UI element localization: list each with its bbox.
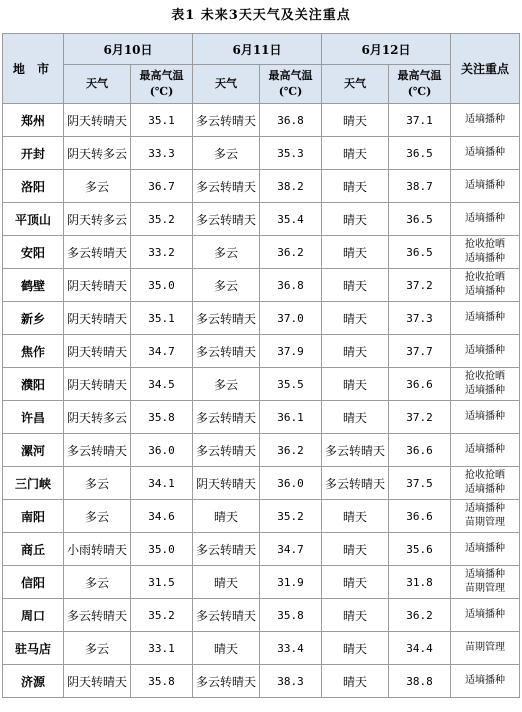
table-row [3, 368, 520, 401]
tmax-cell-day2: 35.2 [260, 500, 322, 533]
tmax-cell-day1: 34.7 [131, 335, 193, 368]
weather-cell-day1: 阴天转多云 [64, 203, 131, 236]
tmax-cell-day1: 35.2 [131, 599, 193, 632]
city-cell: 商丘 [3, 533, 64, 566]
focus-cell [451, 434, 520, 467]
focus-cell [451, 533, 520, 566]
city-cell: 安阳 [3, 236, 64, 269]
weather-cell-day2: 多云转晴天 [193, 533, 260, 566]
tmax-cell-day1: 34.6 [131, 500, 193, 533]
header-tmax-unit: (℃) [149, 85, 174, 98]
weather-cell-day2: 晴天 [193, 500, 260, 533]
tmax-cell-day2: 35.4 [260, 203, 322, 236]
weather-cell-day3: 多云转晴天 [322, 434, 389, 467]
weather-cell-day3: 晴天 [322, 236, 389, 269]
weather-cell-day2: 多云转晴天 [193, 434, 260, 467]
tmax-cell-day3: 37.3 [389, 302, 451, 335]
focus-cell [451, 368, 520, 401]
weather-cell-day3: 晴天 [322, 566, 389, 599]
tmax-cell-day1: 36.0 [131, 434, 193, 467]
tmax-cell-day2: 38.3 [260, 665, 322, 698]
header-tmax [131, 65, 193, 104]
focus-cell [451, 203, 520, 236]
focus-item: 适墒播种 [465, 180, 505, 191]
weather-cell-day2: 多云转晴天 [193, 665, 260, 698]
weather-cell-day1: 多云转晴天 [64, 434, 131, 467]
weather-cell-day1: 阴天转晴天 [64, 269, 131, 302]
weather-cell-day2: 阴天转晴天 [193, 467, 260, 500]
tmax-cell-day3: 37.7 [389, 335, 451, 368]
table-row [3, 203, 520, 236]
weather-cell-day3: 晴天 [322, 137, 389, 170]
table-row [3, 236, 520, 269]
header-city: 地 市 [3, 34, 64, 104]
weather-cell-day3: 晴天 [322, 335, 389, 368]
weather-cell-day3: 晴天 [322, 632, 389, 665]
focus-cell [451, 500, 520, 533]
weather-cell-day1: 多云 [64, 632, 131, 665]
weather-cell-day2: 晴天 [193, 632, 260, 665]
weather-cell-day1: 阴天转多云 [64, 401, 131, 434]
tmax-cell-day2: 38.2 [260, 170, 322, 203]
focus-item: 适墒播种 [465, 385, 505, 396]
focus-item: 适墒播种 [465, 484, 505, 495]
focus-item: 苗期管理 [465, 583, 505, 594]
focus-item: 适墒播种 [465, 675, 505, 686]
city-cell: 新乡 [3, 302, 64, 335]
tmax-cell-day3: 36.6 [389, 500, 451, 533]
weather-cell-day1: 多云 [64, 500, 131, 533]
weather-cell-day3: 晴天 [322, 401, 389, 434]
tmax-cell-day2: 33.4 [260, 632, 322, 665]
focus-item: 适墒播种 [465, 253, 505, 264]
tmax-cell-day1: 35.1 [131, 302, 193, 335]
tmax-cell-day2: 36.0 [260, 467, 322, 500]
header-tmax-label: 最高气温 [139, 69, 184, 82]
weather-cell-day1: 阴天转晴天 [64, 302, 131, 335]
focus-cell [451, 269, 520, 302]
tmax-cell-day2: 34.7 [260, 533, 322, 566]
tmax-cell-day3: 35.6 [389, 533, 451, 566]
header-day-2: 6月11日 [193, 34, 322, 65]
tmax-cell-day1: 36.7 [131, 170, 193, 203]
focus-item: 适墒播种 [465, 213, 505, 224]
focus-cell [451, 335, 520, 368]
city-cell: 驻马店 [3, 632, 64, 665]
weather-cell-day3: 晴天 [322, 170, 389, 203]
table-title: 表1 未来3天天气及关注重点 [171, 8, 351, 23]
focus-cell [451, 665, 520, 698]
tmax-cell-day1: 35.8 [131, 665, 193, 698]
tmax-cell-day2: 37.9 [260, 335, 322, 368]
table-row [3, 632, 520, 665]
tmax-cell-day3: 38.8 [389, 665, 451, 698]
tmax-cell-day3: 37.5 [389, 467, 451, 500]
table-row [3, 335, 520, 368]
weather-cell-day3: 晴天 [322, 203, 389, 236]
focus-cell [451, 137, 520, 170]
header-tmax-unit: (℃) [407, 85, 432, 98]
tmax-cell-day2: 36.1 [260, 401, 322, 434]
focus-item: 适墒播种 [465, 147, 505, 158]
weather-cell-day2: 多云转晴天 [193, 401, 260, 434]
focus-item: 抢收抢晒 [465, 371, 505, 382]
weather-cell-day2: 多云转晴天 [193, 335, 260, 368]
table-row [3, 434, 520, 467]
city-cell: 济源 [3, 665, 64, 698]
weather-cell-day2: 多云转晴天 [193, 203, 260, 236]
weather-cell-day1: 阴天转晴天 [64, 665, 131, 698]
weather-cell-day3: 晴天 [322, 302, 389, 335]
focus-item: 抢收抢晒 [465, 272, 505, 283]
city-cell: 三门峡 [3, 467, 64, 500]
header-tmax-label: 最高气温 [268, 69, 313, 82]
tmax-cell-day3: 37.1 [389, 104, 451, 137]
tmax-cell-day2: 35.8 [260, 599, 322, 632]
city-cell: 周口 [3, 599, 64, 632]
focus-cell [451, 566, 520, 599]
focus-item: 抢收抢晒 [465, 239, 505, 250]
weather-cell-day3: 晴天 [322, 368, 389, 401]
weather-table [2, 33, 520, 698]
city-cell: 郑州 [3, 104, 64, 137]
tmax-cell-day2: 36.2 [260, 236, 322, 269]
table-row [3, 599, 520, 632]
weather-cell-day3: 多云转晴天 [322, 467, 389, 500]
tmax-cell-day3: 36.5 [389, 236, 451, 269]
focus-cell [451, 467, 520, 500]
weather-cell-day3: 晴天 [322, 665, 389, 698]
focus-item: 适墒播种 [465, 543, 505, 554]
focus-item: 苗期管理 [465, 642, 505, 653]
header-focus: 关注重点 [451, 34, 520, 104]
focus-item: 适墒播种 [465, 609, 505, 620]
weather-cell-day1: 阴天转多云 [64, 137, 131, 170]
focus-item: 适墒播种 [465, 114, 505, 125]
weather-cell-day2: 多云 [193, 269, 260, 302]
weather-cell-day1: 多云转晴天 [64, 236, 131, 269]
focus-item: 适墒播种 [465, 312, 505, 323]
table-row [3, 533, 520, 566]
city-cell: 濮阳 [3, 368, 64, 401]
city-cell: 南阳 [3, 500, 64, 533]
tmax-cell-day1: 35.0 [131, 269, 193, 302]
tmax-cell-day2: 36.8 [260, 269, 322, 302]
header-weather: 天气 [322, 65, 389, 104]
city-cell: 平顶山 [3, 203, 64, 236]
weather-cell-day1: 多云 [64, 467, 131, 500]
tmax-cell-day1: 33.2 [131, 236, 193, 269]
weather-cell-day1: 多云转晴天 [64, 599, 131, 632]
weather-cell-day1: 多云 [64, 170, 131, 203]
focus-item: 适墒播种 [465, 345, 505, 356]
city-cell: 洛阳 [3, 170, 64, 203]
tmax-cell-day2: 35.5 [260, 368, 322, 401]
city-cell: 漯河 [3, 434, 64, 467]
weather-cell-day3: 晴天 [322, 500, 389, 533]
tmax-cell-day2: 36.2 [260, 434, 322, 467]
city-cell: 许昌 [3, 401, 64, 434]
tmax-cell-day3: 36.5 [389, 137, 451, 170]
table-row [3, 137, 520, 170]
focus-item: 适墒播种 [465, 569, 505, 580]
weather-cell-day2: 晴天 [193, 566, 260, 599]
weather-cell-day1: 小雨转晴天 [64, 533, 131, 566]
tmax-cell-day1: 35.1 [131, 104, 193, 137]
focus-item: 适墒播种 [465, 286, 505, 297]
table-row [3, 269, 520, 302]
weather-cell-day3: 晴天 [322, 533, 389, 566]
weather-cell-day2: 多云转晴天 [193, 302, 260, 335]
focus-item: 适墒播种 [465, 411, 505, 422]
header-tmax [389, 65, 451, 104]
header-weather: 天气 [193, 65, 260, 104]
header-tmax-label: 最高气温 [397, 69, 442, 82]
table-row [3, 104, 520, 137]
focus-cell [451, 401, 520, 434]
city-cell: 信阳 [3, 566, 64, 599]
focus-cell [451, 302, 520, 335]
tmax-cell-day2: 37.0 [260, 302, 322, 335]
tmax-cell-day1: 35.0 [131, 533, 193, 566]
weather-cell-day2: 多云 [193, 137, 260, 170]
header-day-1: 6月10日 [64, 34, 193, 65]
tmax-cell-day2: 36.8 [260, 104, 322, 137]
weather-cell-day2: 多云转晴天 [193, 170, 260, 203]
tmax-cell-day3: 36.6 [389, 368, 451, 401]
weather-cell-day2: 多云转晴天 [193, 599, 260, 632]
header-tmax [260, 65, 322, 104]
weather-cell-day1: 阴天转晴天 [64, 368, 131, 401]
tmax-cell-day3: 34.4 [389, 632, 451, 665]
tmax-cell-day1: 31.5 [131, 566, 193, 599]
table-row [3, 500, 520, 533]
focus-item: 苗期管理 [465, 517, 505, 528]
tmax-cell-day3: 36.2 [389, 599, 451, 632]
header-day-3: 6月12日 [322, 34, 451, 65]
weather-cell-day3: 晴天 [322, 104, 389, 137]
tmax-cell-day2: 31.9 [260, 566, 322, 599]
weather-cell-day1: 阴天转晴天 [64, 104, 131, 137]
tmax-cell-day3: 37.2 [389, 269, 451, 302]
focus-item: 适墒播种 [465, 503, 505, 514]
tmax-cell-day1: 34.5 [131, 368, 193, 401]
focus-item: 适墒播种 [465, 444, 505, 455]
tmax-cell-day1: 33.1 [131, 632, 193, 665]
weather-cell-day1: 阴天转晴天 [64, 335, 131, 368]
table-body [3, 104, 520, 698]
focus-cell [451, 632, 520, 665]
focus-cell [451, 599, 520, 632]
weather-cell-day2: 多云转晴天 [193, 104, 260, 137]
city-cell: 开封 [3, 137, 64, 170]
city-cell: 鹤壁 [3, 269, 64, 302]
focus-cell [451, 104, 520, 137]
city-cell: 焦作 [3, 335, 64, 368]
focus-cell [451, 236, 520, 269]
weather-cell-day1: 多云 [64, 566, 131, 599]
table-row [3, 401, 520, 434]
table-row [3, 170, 520, 203]
tmax-cell-day2: 35.3 [260, 137, 322, 170]
table-row [3, 566, 520, 599]
table-row [3, 467, 520, 500]
weather-cell-day2: 多云 [193, 236, 260, 269]
weather-cell-day3: 晴天 [322, 599, 389, 632]
table-row [3, 302, 520, 335]
focus-cell [451, 170, 520, 203]
tmax-cell-day1: 35.8 [131, 401, 193, 434]
tmax-cell-day1: 35.2 [131, 203, 193, 236]
tmax-cell-day1: 33.3 [131, 137, 193, 170]
weather-cell-day3: 晴天 [322, 269, 389, 302]
tmax-cell-day3: 36.6 [389, 434, 451, 467]
table-row [3, 665, 520, 698]
weather-cell-day2: 多云 [193, 368, 260, 401]
tmax-cell-day3: 31.8 [389, 566, 451, 599]
header-tmax-unit: (℃) [278, 85, 303, 98]
tmax-cell-day3: 36.5 [389, 203, 451, 236]
tmax-cell-day3: 37.2 [389, 401, 451, 434]
tmax-cell-day1: 34.1 [131, 467, 193, 500]
focus-item: 抢收抢晒 [465, 470, 505, 481]
tmax-cell-day3: 38.7 [389, 170, 451, 203]
header-weather: 天气 [64, 65, 131, 104]
